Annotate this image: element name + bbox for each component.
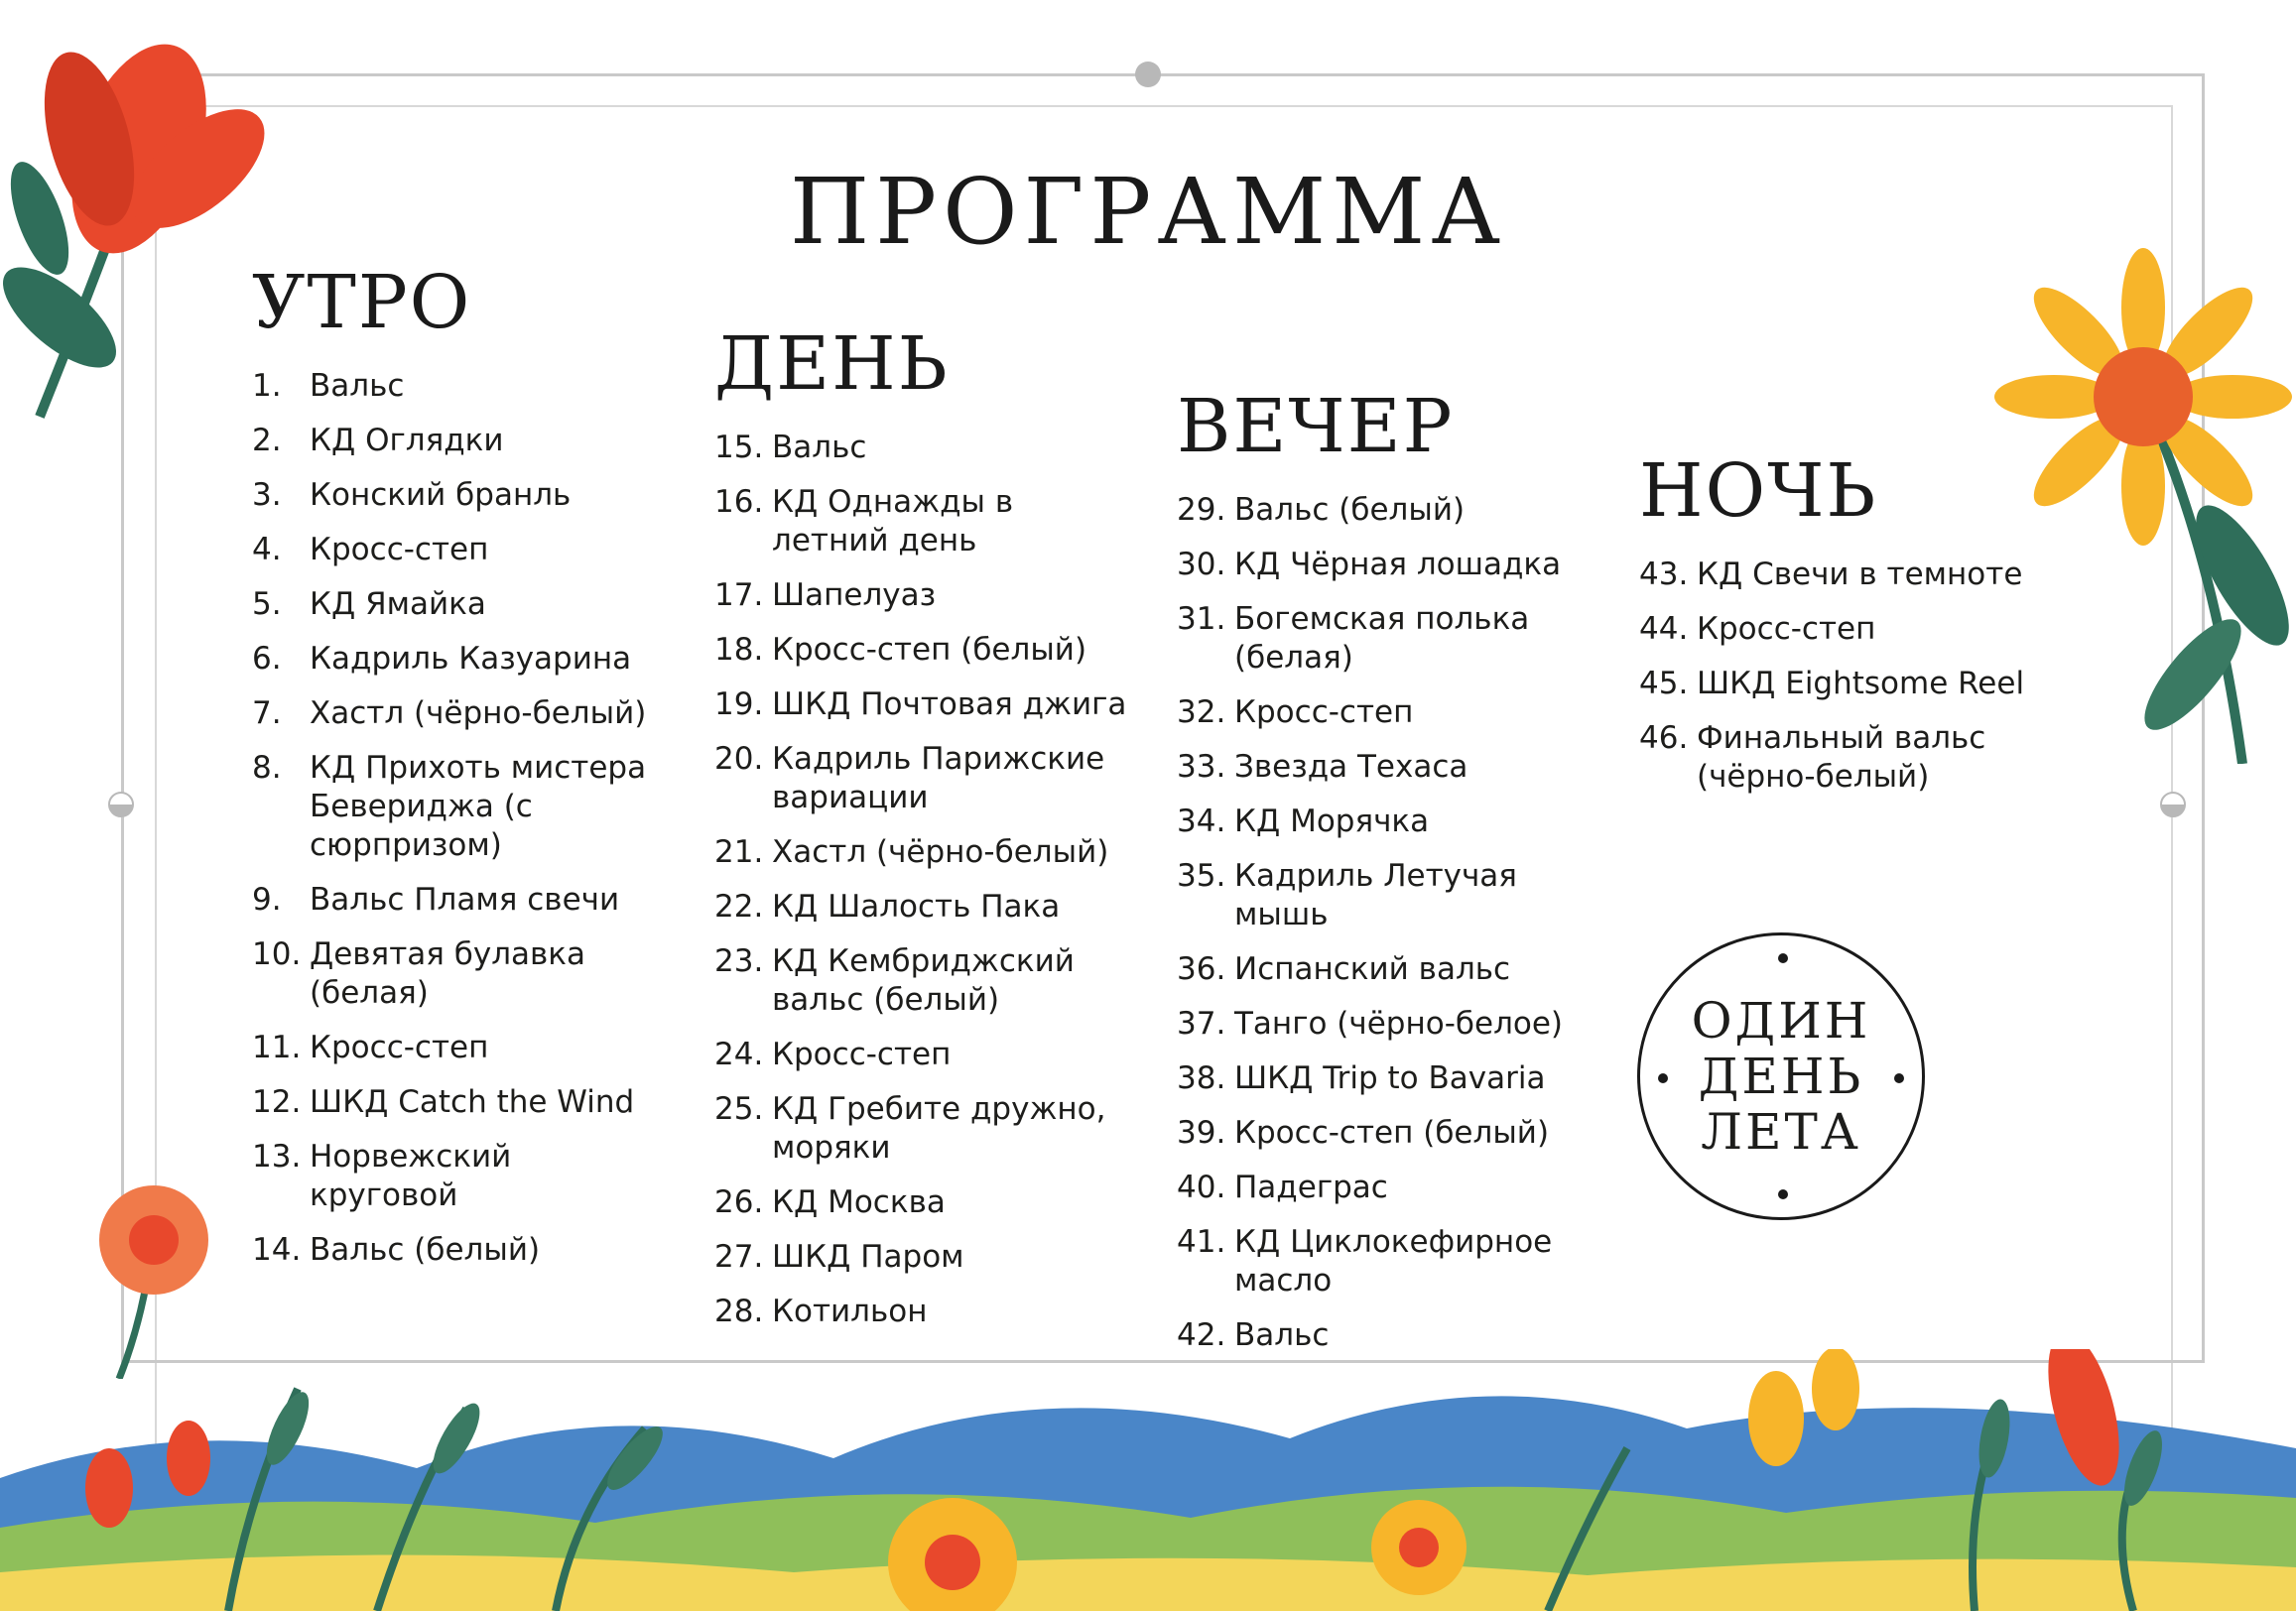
dance-title: КД Морячка <box>1234 804 1430 839</box>
dance-title: КД Циклокефирное масло <box>1234 1224 1553 1299</box>
dance-number: 16. <box>714 484 764 520</box>
dance-item <box>714 483 1131 560</box>
badge-dot-left <box>1658 1073 1668 1083</box>
dance-title: ШКД Catch the Wind <box>310 1084 635 1120</box>
dance-item <box>1177 748 1594 787</box>
dance-item <box>714 1238 1131 1277</box>
dance-title: Девятая булавка (белая) <box>310 936 586 1011</box>
dance-title: КД Ямайка <box>310 586 486 622</box>
landscape-illustration <box>0 1349 2296 1611</box>
dance-list <box>1639 556 2056 797</box>
dance-item <box>1639 719 2056 797</box>
dance-number: 42. <box>1177 1317 1226 1353</box>
dance-number: 18. <box>714 632 764 668</box>
dance-item <box>714 740 1131 817</box>
dance-item <box>1177 803 1594 841</box>
dance-item <box>1177 1223 1594 1301</box>
dance-number: 34. <box>1177 804 1226 839</box>
dance-title: ШКД Почтовая джига <box>772 686 1127 722</box>
dance-item <box>252 476 669 515</box>
dance-number: 31. <box>1177 601 1226 637</box>
section-heading: ДЕНЬ <box>714 321 950 407</box>
dance-item <box>1177 1169 1594 1207</box>
dance-number: 17. <box>714 577 764 613</box>
dance-title: КД Свечи в темноте <box>1697 557 2023 592</box>
dance-list <box>714 429 1131 1331</box>
section-heading: УТРО <box>252 260 472 345</box>
dance-number: 38. <box>1177 1060 1226 1096</box>
dance-title: Хастл (чёрно-белый) <box>772 834 1109 870</box>
dance-title: Кросс-степ <box>1234 694 1414 730</box>
dance-item <box>252 1083 669 1122</box>
dance-item <box>714 942 1131 1020</box>
dance-title: Конский бранль <box>310 477 572 513</box>
dance-number: 6. <box>252 641 282 677</box>
dance-title: Норвежский круговой <box>310 1139 512 1213</box>
dance-item <box>252 694 669 733</box>
dance-item <box>714 1183 1131 1222</box>
dance-item <box>252 1231 669 1270</box>
dance-title: Кросс-степ <box>772 1037 952 1072</box>
dance-title: Котильон <box>772 1294 928 1329</box>
dance-item <box>1639 665 2056 703</box>
badge-dot-top <box>1778 953 1788 963</box>
dance-item <box>252 640 669 679</box>
dance-number: 10. <box>252 936 302 972</box>
dance-item <box>1177 546 1594 584</box>
dance-number: 35. <box>1177 858 1226 894</box>
dance-item <box>252 749 669 865</box>
badge-line: ДЕНЬ <box>1698 1048 1864 1105</box>
dance-title: Богемская полька (белая) <box>1234 601 1530 676</box>
dance-number: 27. <box>714 1239 764 1275</box>
dance-title: ШКД Паром <box>772 1239 964 1275</box>
dance-item <box>252 585 669 624</box>
dance-item <box>1177 693 1594 732</box>
dance-number: 40. <box>1177 1170 1226 1205</box>
dance-title: Звезда Техаса <box>1234 749 1468 785</box>
badge-dot-bottom <box>1778 1189 1788 1199</box>
dance-number: 5. <box>252 586 282 622</box>
orange-flower-illustration <box>79 1180 228 1379</box>
dance-title: Кросс-степ <box>310 1030 489 1065</box>
dance-item <box>1177 1316 1594 1355</box>
dance-number: 23. <box>714 943 764 979</box>
dance-number: 41. <box>1177 1224 1226 1260</box>
dance-number: 12. <box>252 1084 302 1120</box>
dance-title: КД Чёрная лошадка <box>1234 547 1562 582</box>
section-morning <box>252 260 669 1286</box>
dance-number: 8. <box>252 750 282 786</box>
dance-number: 19. <box>714 686 764 722</box>
dance-item <box>1177 1059 1594 1098</box>
dance-title: Кросс-степ <box>310 532 489 567</box>
dance-title: ШКД Eightsome Reel <box>1697 666 2025 701</box>
dance-item <box>1177 600 1594 678</box>
dance-title: Кадриль Казуарина <box>310 641 632 677</box>
dance-number: 4. <box>252 532 282 567</box>
dance-number: 32. <box>1177 694 1226 730</box>
dance-item <box>1177 491 1594 530</box>
dance-number: 22. <box>714 889 764 925</box>
section-evening <box>1177 384 1594 1371</box>
dance-number: 43. <box>1639 557 1689 592</box>
dance-title: Вальс <box>1234 1317 1330 1353</box>
dance-number: 2. <box>252 423 282 458</box>
dance-number: 30. <box>1177 547 1226 582</box>
dance-number: 25. <box>714 1091 764 1127</box>
dance-number: 39. <box>1177 1115 1226 1151</box>
dance-title: КД Гребите дружно, моряки <box>772 1091 1106 1166</box>
dance-item <box>1177 1114 1594 1153</box>
dance-number: 3. <box>252 477 282 513</box>
dance-title: Кадриль Летучая мышь <box>1234 858 1517 932</box>
badge-line: ЛЕТА <box>1701 1103 1861 1161</box>
dance-title: Вальс <box>772 430 867 465</box>
dance-item <box>252 1029 669 1067</box>
dance-title: Кросс-степ (белый) <box>1234 1115 1550 1151</box>
dance-item <box>714 576 1131 615</box>
dance-item <box>1639 556 2056 594</box>
badge-line: ОДИН <box>1691 992 1871 1050</box>
dance-title: Танго (чёрно-белое) <box>1234 1006 1564 1042</box>
dance-item <box>1639 610 2056 649</box>
dance-number: 21. <box>714 834 764 870</box>
dance-item <box>252 367 669 406</box>
dance-title: КД Оглядки <box>310 423 504 458</box>
dance-title: Вальс (белый) <box>1234 492 1466 528</box>
frame-top-knob <box>1135 62 1161 87</box>
dance-title: Шапелуаз <box>772 577 937 613</box>
dance-item <box>252 881 669 920</box>
dance-title: Кадриль Парижские вариации <box>772 741 1105 815</box>
dance-item <box>714 833 1131 872</box>
dance-item <box>714 429 1131 467</box>
dance-item <box>1177 1005 1594 1044</box>
dance-title: Вальс <box>310 368 405 404</box>
dance-item <box>1177 857 1594 934</box>
dance-number: 24. <box>714 1037 764 1072</box>
section-heading: НОЧЬ <box>1639 448 1878 534</box>
dance-item <box>714 1036 1131 1074</box>
dance-title: Испанский вальс <box>1234 951 1511 987</box>
dance-number: 13. <box>252 1139 302 1175</box>
dance-title: КД Однажды в летний день <box>772 484 1014 558</box>
dance-item <box>714 1090 1131 1168</box>
dance-number: 7. <box>252 695 282 731</box>
dance-title: ШКД Trip to Bavaria <box>1234 1060 1546 1096</box>
dance-title: КД Москва <box>772 1184 946 1220</box>
dance-item <box>714 888 1131 927</box>
dance-item <box>252 1138 669 1215</box>
dance-list <box>252 367 669 1270</box>
dance-title: Хастл (чёрно-белый) <box>310 695 647 731</box>
dance-title: Падеграс <box>1234 1170 1388 1205</box>
dance-number: 46. <box>1639 720 1689 756</box>
dance-title: КД Кембриджский вальс (белый) <box>772 943 1075 1018</box>
dance-number: 15. <box>714 430 764 465</box>
dance-item <box>714 1293 1131 1331</box>
dance-number: 37. <box>1177 1006 1226 1042</box>
dance-list <box>1177 491 1594 1355</box>
dance-number: 9. <box>252 882 282 918</box>
dance-number: 29. <box>1177 492 1226 528</box>
dance-number: 44. <box>1639 611 1689 647</box>
dance-number: 45. <box>1639 666 1689 701</box>
dance-title: КД Прихоть мистера Бевериджа (с сюрпризом) <box>310 750 647 863</box>
dance-number: 1. <box>252 368 282 404</box>
dance-title: Кросс-степ (белый) <box>772 632 1087 668</box>
dance-item <box>714 685 1131 724</box>
dance-item <box>714 631 1131 670</box>
dance-number: 11. <box>252 1030 302 1065</box>
dance-title: Финальный вальс (чёрно-белый) <box>1697 720 1986 795</box>
dance-number: 26. <box>714 1184 764 1220</box>
dance-item <box>252 935 669 1013</box>
section-heading: ВЕЧЕР <box>1177 384 1455 469</box>
page-title: ПРОГРАММА <box>789 159 1507 265</box>
frame-left-knob <box>108 792 134 817</box>
dance-number: 20. <box>714 741 764 777</box>
dance-item <box>252 422 669 460</box>
section-night <box>1639 448 2056 812</box>
dance-number: 36. <box>1177 951 1226 987</box>
dance-item <box>252 531 669 569</box>
frame-right-knob <box>2160 792 2186 817</box>
dance-number: 14. <box>252 1232 302 1268</box>
event-logo-badge <box>1637 932 1925 1220</box>
dance-title: Вальс (белый) <box>310 1232 541 1268</box>
dance-number: 33. <box>1177 749 1226 785</box>
dance-title: КД Шалость Пака <box>772 889 1061 925</box>
dance-title: Вальс Пламя свечи <box>310 882 620 918</box>
badge-dot-right <box>1894 1073 1904 1083</box>
dance-item <box>1177 950 1594 989</box>
dance-number: 28. <box>714 1294 764 1329</box>
section-day <box>714 321 1131 1347</box>
dance-title: Кросс-степ <box>1697 611 1876 647</box>
